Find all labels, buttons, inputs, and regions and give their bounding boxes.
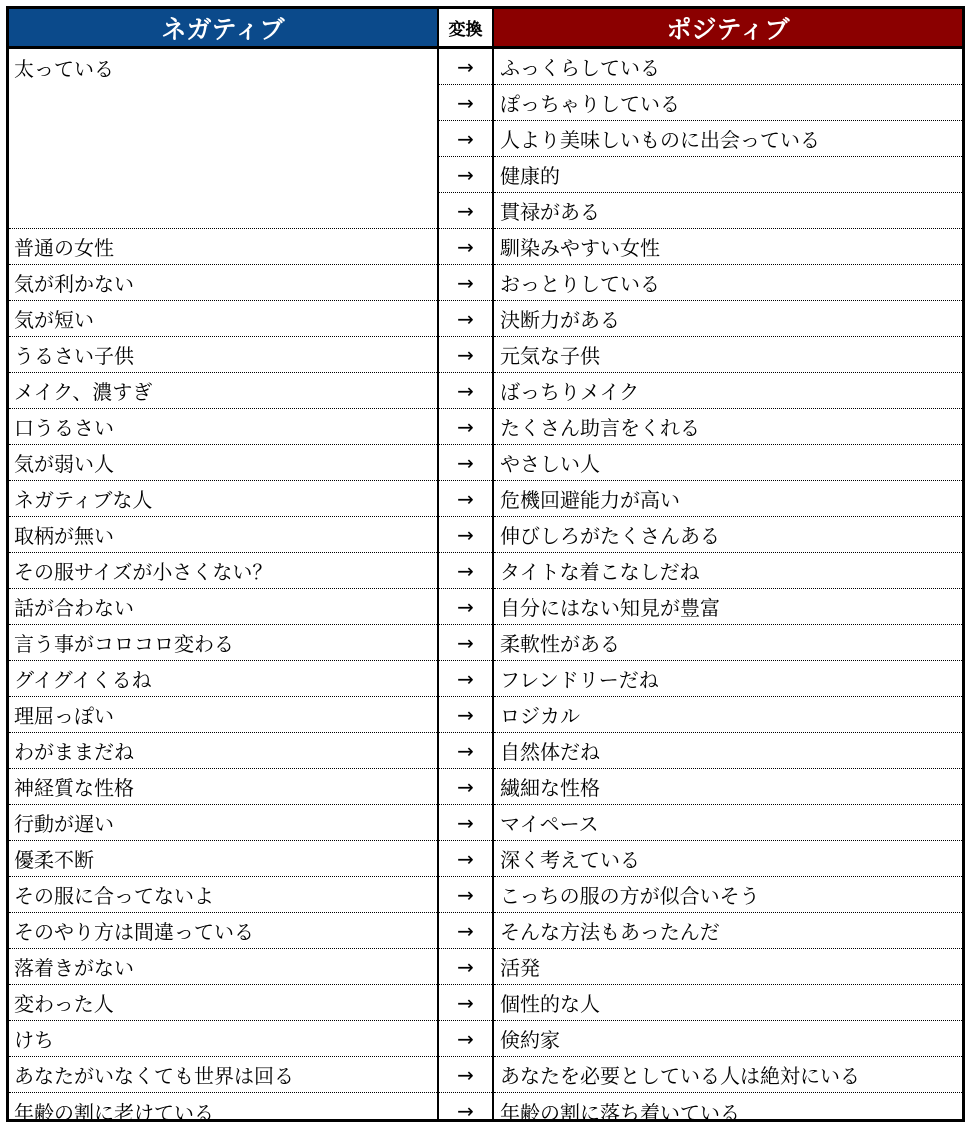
positive-cell: 決断力がある xyxy=(494,301,962,337)
arrow-icon: → xyxy=(439,841,492,877)
positive-cell: 自分にはない知見が豊富 xyxy=(494,589,962,625)
arrow-icon: → xyxy=(439,373,492,409)
positive-cell: ロジカル xyxy=(494,697,962,733)
negative-cell: 理屈っぽい xyxy=(9,697,437,733)
arrow-icon: → xyxy=(439,589,492,625)
arrow-icon: → xyxy=(439,805,492,841)
positive-cell: 深く考えている xyxy=(494,841,962,877)
positive-cell: 倹約家 xyxy=(494,1021,962,1057)
negative-cell: 落着きがない xyxy=(9,949,437,985)
arrow-icon: → xyxy=(439,265,492,301)
positive-cell: 馴染みやすい女性 xyxy=(494,229,962,265)
positive-cell: 危機回避能力が高い xyxy=(494,481,962,517)
positive-cell: ふっくらしている xyxy=(494,49,962,85)
negative-cell: 年齢の割に老けている xyxy=(14,1100,214,1125)
positive-cell: 年齢の割に落ち着いている xyxy=(500,1100,740,1125)
negative-cell: 口うるさい xyxy=(9,409,437,445)
positive-cell: マイペース xyxy=(494,805,962,841)
arrow-icon: → xyxy=(439,337,492,373)
arrow-icon: → xyxy=(439,553,492,589)
arrow-icon: → xyxy=(439,985,492,1021)
positive-cell: 繊細な性格 xyxy=(494,769,962,805)
arrow-icon: → xyxy=(439,733,492,769)
positive-cell: 人より美味しいものに出会っている xyxy=(494,121,962,157)
negative-cell: 気が利かない xyxy=(9,265,437,301)
negative-cell: 変わった人 xyxy=(9,985,437,1021)
positive-cell: やさしい人 xyxy=(494,445,962,481)
positive-cell: そんな方法もあったんだ xyxy=(494,913,962,949)
convert-header: 変換 xyxy=(439,9,492,46)
arrow-icon: → xyxy=(439,517,492,553)
arrow-icon: → xyxy=(439,445,492,481)
positive-cell: 伸びしろがたくさんある xyxy=(494,517,962,553)
negative-cell: わがままだね xyxy=(9,733,437,769)
positive-cell: 自然体だね xyxy=(494,733,962,769)
positive-cell: ぽっちゃりしている xyxy=(494,85,962,121)
arrow-icon: → xyxy=(439,1057,492,1093)
arrow-icon: → xyxy=(439,49,492,85)
negative-cell: 取柄が無い xyxy=(9,517,437,553)
negative-cell: 神経質な性格 xyxy=(9,769,437,805)
negative-cell xyxy=(9,193,437,229)
positive-cell: 健康的 xyxy=(494,157,962,193)
negative-cell: うるさい子供 xyxy=(9,337,437,373)
positive-cell: タイトな着こなしだね xyxy=(494,553,962,589)
arrow-icon: → xyxy=(439,697,492,733)
arrow-icon: → xyxy=(439,481,492,517)
negative-cell: ネガティブな人 xyxy=(9,481,437,517)
arrow-icon: → xyxy=(439,949,492,985)
negative-cell xyxy=(9,85,437,121)
negative-cell xyxy=(9,121,437,157)
negative-cell: メイク、濃すぎ xyxy=(9,373,437,409)
positive-cell: 元気な子供 xyxy=(494,337,962,373)
arrow-icon: → xyxy=(439,769,492,805)
positive-cell: 個性的な人 xyxy=(494,985,962,1021)
positive-header: ポジティブ xyxy=(494,9,962,46)
arrow-icon: → xyxy=(439,877,492,913)
negative-cell: その服サイズが小さくない？ xyxy=(9,553,437,589)
arrow-icon: → xyxy=(439,157,492,193)
negative-cell: 話が合わない xyxy=(9,589,437,625)
arrow-icon: → xyxy=(439,121,492,157)
negative-cell: その服に合ってないよ xyxy=(9,877,437,913)
arrow-icon: → xyxy=(439,409,492,445)
arrow-icon: → xyxy=(439,1021,492,1057)
negative-cell xyxy=(9,157,437,193)
positive-cell: ばっちりメイク xyxy=(494,373,962,409)
arrow-icon: → xyxy=(457,1099,474,1123)
arrow-icon: → xyxy=(439,913,492,949)
negative-cell: 太っている xyxy=(14,56,114,81)
conversion-table xyxy=(6,6,965,1125)
negative-header: ネガティブ xyxy=(9,9,437,46)
positive-cell: たくさん助言をくれる xyxy=(494,409,962,445)
negative-cell: けち xyxy=(9,1021,437,1057)
negative-cell: 気が短い xyxy=(9,301,437,337)
positive-cell: こっちの服の方が似合いそう xyxy=(494,877,962,913)
positive-cell: 活発 xyxy=(494,949,962,985)
positive-cell: おっとりしている xyxy=(494,265,962,301)
positive-cell: フレンドリーだね xyxy=(494,661,962,697)
negative-cell: 言う事がコロコロ変わる xyxy=(9,625,437,661)
positive-cell: あなたを必要としている人は絶対にいる xyxy=(494,1057,962,1093)
arrow-icon: → xyxy=(439,661,492,697)
arrow-icon: → xyxy=(439,193,492,229)
negative-cell: 優柔不断 xyxy=(9,841,437,877)
arrow-icon: → xyxy=(439,229,492,265)
arrow-icon: → xyxy=(439,301,492,337)
negative-cell: あなたがいなくても世界は回る xyxy=(9,1057,437,1093)
negative-cell: グイグイくるね xyxy=(9,661,437,697)
positive-cell: 貫禄がある xyxy=(494,193,962,229)
negative-cell: 気が弱い人 xyxy=(9,445,437,481)
negative-cell: 行動が遅い xyxy=(9,805,437,841)
negative-cell: そのやり方は間違っている xyxy=(9,913,437,949)
arrow-icon: → xyxy=(439,625,492,661)
arrow-icon: → xyxy=(439,85,492,121)
positive-cell: 柔軟性がある xyxy=(494,625,962,661)
negative-cell: 普通の女性 xyxy=(9,229,437,265)
